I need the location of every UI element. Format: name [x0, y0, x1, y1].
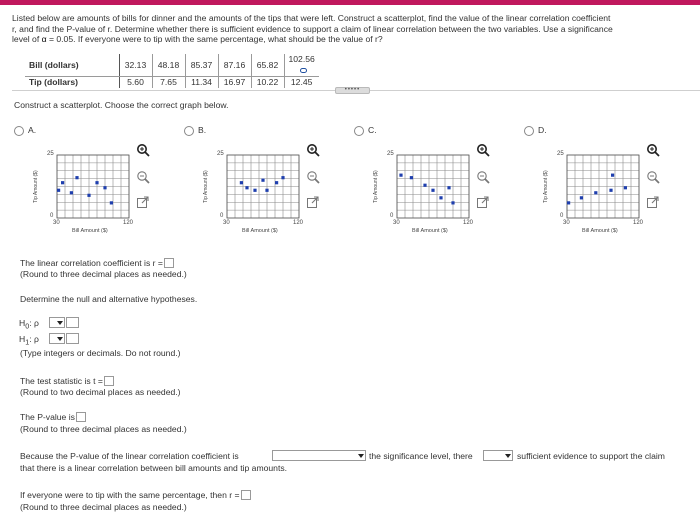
x-tick-left: 30 [393, 220, 400, 226]
hypotheses-instruction: Determine the null and alternative hypotheses. [20, 294, 198, 304]
data-point [110, 201, 113, 204]
data-point [275, 181, 278, 184]
tip-cell: 10.22 [251, 77, 284, 89]
prompt-line-1: Listed below are amounts of bills for dinner and the amounts of the tips that were left. Construct a scatterplot, find the value of the linear correlation coefficient [12, 13, 611, 23]
pvalue-comparison-dropdown[interactable] [272, 450, 366, 461]
prompt-line-3b: = 0.05. If everyone were to tip with the same percentage, what should be the value of r? [46, 34, 383, 44]
data-point [447, 186, 450, 189]
top-accent-bar [0, 0, 700, 5]
prompt-line-2: r, and find the P-value of r. Determine whether there is sufficient evidence to support a claim of linear correlation between the two variables. Use a significance [12, 23, 613, 34]
same-r-answer-box[interactable] [241, 490, 251, 500]
bill-value: 102.56 [288, 54, 315, 64]
alpha-symbol: α [41, 34, 47, 44]
h1-operator-dropdown[interactable] [49, 333, 65, 344]
y-tick-bottom: 0 [390, 213, 394, 219]
option-a-radio[interactable] [14, 126, 24, 136]
data-point [87, 194, 90, 197]
tip-cell: 11.34 [185, 77, 218, 89]
data-point [451, 201, 454, 204]
bill-cell: 32.13 [119, 54, 152, 77]
option-b-radio[interactable] [184, 126, 194, 136]
data-point [624, 186, 627, 189]
h0-label: $H_0$: [19, 318, 34, 331]
y-tick-top: 25 [47, 151, 54, 157]
zoom-out-icon[interactable] [136, 170, 150, 184]
data-point [281, 176, 284, 179]
note-same: (Round to three decimal places as needed.) [20, 502, 187, 512]
x-tick-right: 120 [633, 220, 644, 226]
note-r: (Round to three decimal places as needed.) [20, 269, 187, 279]
prompt-line-3 [12, 34, 700, 45]
data-point [57, 189, 60, 192]
tip-cell: 5.60 [119, 77, 152, 89]
chevron-down-icon [57, 321, 63, 325]
h1-rho: ρ [33, 334, 39, 344]
zoom-out-icon[interactable] [646, 170, 660, 184]
evidence-dropdown[interactable] [483, 450, 513, 461]
bill-cell: 65.82 [251, 54, 284, 77]
data-point [423, 184, 426, 187]
bill-cell: 48.18 [152, 54, 185, 77]
copy-data-icon[interactable] [300, 68, 307, 73]
data-point [103, 186, 106, 189]
tip-cell: 12.45 [284, 77, 319, 89]
zoom-in-icon[interactable] [646, 143, 660, 157]
table-row-bill [25, 54, 319, 77]
question-prompt [12, 13, 700, 45]
row-label-tip: Tip (dollars) [29, 77, 79, 87]
x-tick-left: 30 [223, 220, 230, 226]
data-point [265, 189, 268, 192]
data-point [580, 196, 583, 199]
r-answer-box[interactable] [164, 258, 174, 268]
question-r-text: The linear correlation coefficient is r = [20, 258, 163, 268]
option-d-radio[interactable] [524, 126, 534, 136]
open-new-window-icon[interactable] [306, 195, 320, 209]
data-point [95, 181, 98, 184]
data-point [609, 189, 612, 192]
x-axis-label: Bill Amount ($) [582, 228, 618, 234]
data-point [594, 191, 597, 194]
scatterplot-svg [24, 143, 154, 238]
option-c-radio[interactable] [354, 126, 364, 136]
prompt-line-3a: level of [12, 34, 42, 44]
data-point [399, 174, 402, 177]
conclusion-part1: Because the P-value of the linear correlation coefficient is [20, 451, 239, 461]
h1-letter: H [19, 334, 26, 344]
y-tick-top: 25 [387, 151, 394, 157]
h1-label: $H_1$: [19, 334, 34, 347]
option-c-label: C. [368, 125, 377, 135]
x-tick-left: 30 [53, 220, 60, 226]
open-new-window-icon[interactable] [646, 195, 660, 209]
scatterplot-d [534, 143, 644, 238]
zoom-out-icon[interactable] [476, 170, 490, 184]
question-p-text: The P-value is [20, 412, 75, 422]
data-point [70, 191, 73, 194]
x-axis-label: Bill Amount ($) [72, 228, 108, 234]
chevron-down-icon [57, 337, 63, 341]
data-point [253, 189, 256, 192]
h0-value-box[interactable] [66, 317, 79, 328]
question-same-percentage [20, 490, 251, 501]
data-point [611, 174, 614, 177]
note-hypotheses: (Type integers or decimals. Do not round.) [20, 348, 181, 358]
table-row-tip [25, 77, 319, 89]
zoom-in-icon[interactable] [136, 143, 150, 157]
option-a-label: A. [28, 125, 37, 135]
note-t: (Round to two decimal places as needed.) [20, 387, 181, 397]
data-point [245, 186, 248, 189]
h0-subscript: 0 [25, 322, 30, 331]
data-point [431, 189, 434, 192]
y-axis-label: Tip Amount ($) [203, 170, 209, 203]
data-point [61, 181, 64, 184]
data-point [240, 181, 243, 184]
p-answer-box[interactable] [76, 412, 86, 422]
scatterplot-b [194, 143, 304, 238]
t-answer-box[interactable] [104, 376, 114, 386]
x-tick-left: 30 [563, 220, 570, 226]
question-same-text: If everyone were to tip with the same percentage, then r = [20, 490, 240, 500]
hypothesis-h1 [19, 334, 39, 347]
y-tick-bottom: 0 [220, 213, 224, 219]
option-b-label: B. [198, 125, 207, 135]
chevron-down-icon [505, 454, 511, 458]
h0-letter: H [19, 318, 26, 328]
open-new-window-icon[interactable] [476, 195, 490, 209]
question-p [20, 412, 86, 423]
bill-cell: 87.16 [218, 54, 251, 77]
scatterplot-svg [534, 143, 664, 238]
zoom-out-icon[interactable] [306, 170, 320, 184]
h1-value-box[interactable] [66, 333, 79, 344]
scatterplot-c [364, 143, 474, 238]
data-point [75, 176, 78, 179]
question-r [20, 258, 174, 269]
zoom-in-icon[interactable] [476, 143, 490, 157]
tip-cell: 7.65 [152, 77, 185, 89]
x-axis-label: Bill Amount ($) [242, 228, 278, 234]
zoom-in-icon[interactable] [306, 143, 320, 157]
h0-rho: ρ [33, 318, 39, 328]
h0-operator-dropdown[interactable] [49, 317, 65, 328]
y-tick-top: 25 [217, 151, 224, 157]
option-d-label: D. [538, 125, 547, 135]
conclusion-line2: that there is a linear correlation between bill amounts and tip amounts. [20, 463, 288, 473]
y-tick-bottom: 0 [560, 213, 564, 219]
bill-cell [284, 54, 319, 77]
question-t-text: The test statistic is t = [20, 376, 103, 386]
y-axis-label: Tip Amount ($) [373, 170, 379, 203]
y-tick-bottom: 0 [50, 213, 54, 219]
row-label-bill: Bill (dollars) [25, 54, 119, 77]
hypothesis-h0 [19, 318, 39, 331]
scatterplot-instruction: Construct a scatterplot. Choose the correct graph below. [14, 100, 229, 110]
data-point [410, 176, 413, 179]
data-point [261, 179, 264, 182]
x-tick-right: 120 [293, 220, 304, 226]
x-axis-label: Bill Amount ($) [412, 228, 448, 234]
x-tick-right: 120 [123, 220, 134, 226]
conclusion-part3: sufficient evidence to support the claim [517, 451, 665, 461]
chevron-down-icon [358, 454, 364, 458]
y-tick-top: 25 [557, 151, 564, 157]
expand-more-button[interactable]: ••••• [335, 87, 370, 94]
data-table [25, 54, 319, 88]
data-point [439, 196, 442, 199]
x-tick-right: 120 [463, 220, 474, 226]
y-axis-label: Tip Amount ($) [33, 170, 39, 203]
open-new-window-icon[interactable] [136, 195, 150, 209]
data-point [567, 201, 570, 204]
scatterplot-svg [194, 143, 324, 238]
h1-subscript: 1 [25, 338, 30, 347]
scatterplot-svg [364, 143, 494, 238]
question-t [20, 376, 114, 387]
conclusion-part2: the significance level, there [369, 451, 473, 461]
tip-cell: 16.97 [218, 77, 251, 89]
note-p: (Round to three decimal places as needed.) [20, 424, 187, 434]
scatterplot-a [24, 143, 134, 238]
bill-cell: 85.37 [185, 54, 218, 77]
y-axis-label: Tip Amount ($) [543, 170, 549, 203]
